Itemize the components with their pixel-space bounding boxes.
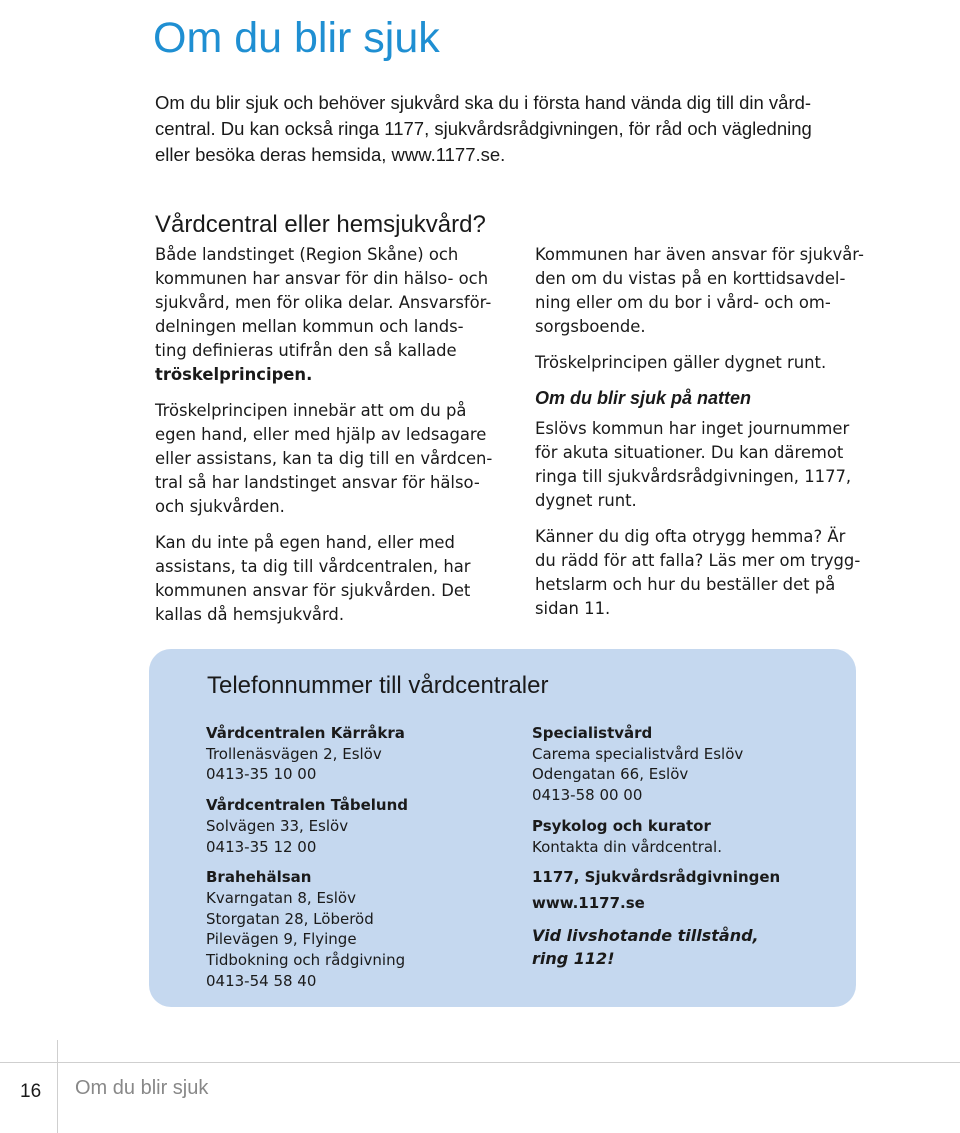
contact-entry: [206, 795, 506, 857]
contact-line: Carema specialistvård Eslöv: [532, 744, 744, 763]
right-column: [535, 243, 865, 633]
text-line: eller assistans, kan ta dig till en vårdcen-: [155, 449, 493, 468]
text-line: du rädd för att falla? Läs mer om trygg-: [535, 551, 861, 570]
phone-box-left-column: [206, 723, 506, 1001]
emergency-line: Vid livshotande tillstånd,: [532, 925, 759, 945]
text-line: sjukvård, men för olika delar. Ansvarsför-: [155, 293, 492, 312]
footer-section-title: Om du blir sjuk: [75, 1077, 209, 1099]
home-care-paragraph: [155, 531, 495, 627]
around-the-clock-paragraph: [535, 351, 865, 375]
text-line: Känner du dig ofta otrygg hemma? Är: [535, 527, 846, 546]
contact-line: Storgatan 28, Löberöd: [206, 909, 374, 928]
threshold-principle-term: tröskelprincipen.: [155, 365, 313, 384]
contact-name: Vårdcentralen Tåbelund: [206, 796, 408, 815]
contact-phone: 0413-35 12 00: [206, 837, 317, 856]
text-line: kallas då hemsjukvård.: [155, 605, 345, 624]
night-paragraph: [535, 417, 865, 513]
contact-line: Pilevägen 9, Flyinge: [206, 930, 357, 949]
text-line: dygnet runt.: [535, 491, 637, 510]
text-line: den om du vistas på en korttidsavdel-: [535, 269, 846, 288]
contact-line: Tidbokning och rådgivning: [206, 951, 406, 970]
intro-line: eller besöka deras hemsida, www.1177.se.: [155, 144, 506, 165]
text-line: Kan du inte på egen hand, eller med: [155, 533, 455, 552]
text-line: kommunen ansvar för sjukvården. Det: [155, 581, 471, 600]
footer-horizontal-rule: [0, 1062, 960, 1063]
text-line: Kommunen har även ansvar för sjukvår-: [535, 245, 864, 264]
text-line: delningen mellan kommun och lands-: [155, 317, 464, 336]
contact-name: Brahehälsan: [206, 868, 312, 887]
page-title: Om du blir sjuk: [153, 14, 440, 62]
intro-line: central. Du kan också ringa 1177, sjukvårdsrådgivningen, för råd och vägledning: [155, 118, 812, 139]
text-line: Tröskelprincipen innebär att om du på: [155, 401, 467, 420]
contact-name: Vårdcentralen Kärråkra: [206, 724, 405, 742]
text-line: Eslövs kommun har inget journummer: [535, 419, 850, 438]
advice-line-entry: [532, 867, 832, 913]
contact-line: Kontakta din vårdcentral.: [532, 837, 722, 856]
contact-entry: [206, 723, 506, 785]
phone-numbers-box: [149, 649, 856, 1007]
contact-entry: [206, 867, 506, 991]
contact-phone: 0413-58 00 00: [532, 786, 643, 805]
advice-line-name: 1177, Sjukvårdsrådgivningen: [532, 868, 781, 887]
intro-line: Om du blir sjuk och behöver sjukvård ska du i första hand vända dig till din vård-: [155, 92, 812, 113]
responsibility-paragraph: [155, 243, 495, 387]
text-line: tral så har landstinget ansvar för hälso-: [155, 473, 480, 492]
phone-box-right-column: [532, 723, 832, 970]
contact-line: Odengatan 66, Eslöv: [532, 765, 689, 784]
contact-entry: [532, 816, 832, 857]
text-line: och sjukvården.: [155, 497, 285, 516]
text-line: Tröskelprincipen gäller dygnet runt.: [535, 353, 827, 372]
footer-vertical-rule: [57, 1040, 58, 1133]
text-line: sorgsboende.: [535, 317, 646, 336]
text-line: sidan 11.: [535, 599, 611, 618]
phone-box-title: Telefonnummer till vårdcentraler: [207, 672, 549, 699]
text-line: egen hand, eller med hjälp av ledsagare: [155, 425, 487, 444]
section-subheading: Vårdcentral eller hemsjukvård?: [155, 211, 486, 238]
text-line: assistans, ta dig till vårdcentralen, har: [155, 557, 471, 576]
safety-alarm-paragraph: [535, 525, 865, 621]
intro-paragraph: [155, 90, 915, 168]
municipality-paragraph: [535, 243, 865, 339]
text-line: kommunen har ansvar för din hälso- och: [155, 269, 489, 288]
text-line: ting definieras utifrån den så kallade: [155, 341, 457, 360]
left-column: [155, 243, 495, 639]
text-line: ning eller om du bor i vård- och om-: [535, 293, 831, 312]
text-line: Både landstinget (Region Skåne) och: [155, 245, 459, 264]
contact-line: Kvarngatan 8, Eslöv: [206, 888, 356, 907]
contact-entry: [532, 723, 832, 806]
emergency-notice: [532, 924, 832, 970]
page-number: 16: [20, 1081, 42, 1102]
contact-line: Trollenäsvägen 2, Eslöv: [206, 744, 382, 763]
night-heading: Om du blir sjuk på natten: [535, 388, 752, 408]
contact-name: Psykolog och kurator: [532, 816, 711, 835]
threshold-paragraph: [155, 399, 495, 519]
contact-name: Specialistvård: [532, 724, 653, 742]
text-line: hetslarm och hur du beställer det på: [535, 575, 836, 594]
contact-phone: 0413-35 10 00: [206, 765, 317, 784]
advice-website-link[interactable]: www.1177.se: [532, 893, 645, 912]
text-line: ringa till sjukvårdsrådgivningen, 1177,: [535, 467, 852, 486]
contact-phone: 0413-54 58 40: [206, 971, 317, 990]
text-line: för akuta situationer. Du kan däremot: [535, 443, 844, 462]
emergency-line: ring 112!: [532, 948, 615, 968]
contact-line: Solvägen 33, Eslöv: [206, 816, 349, 835]
